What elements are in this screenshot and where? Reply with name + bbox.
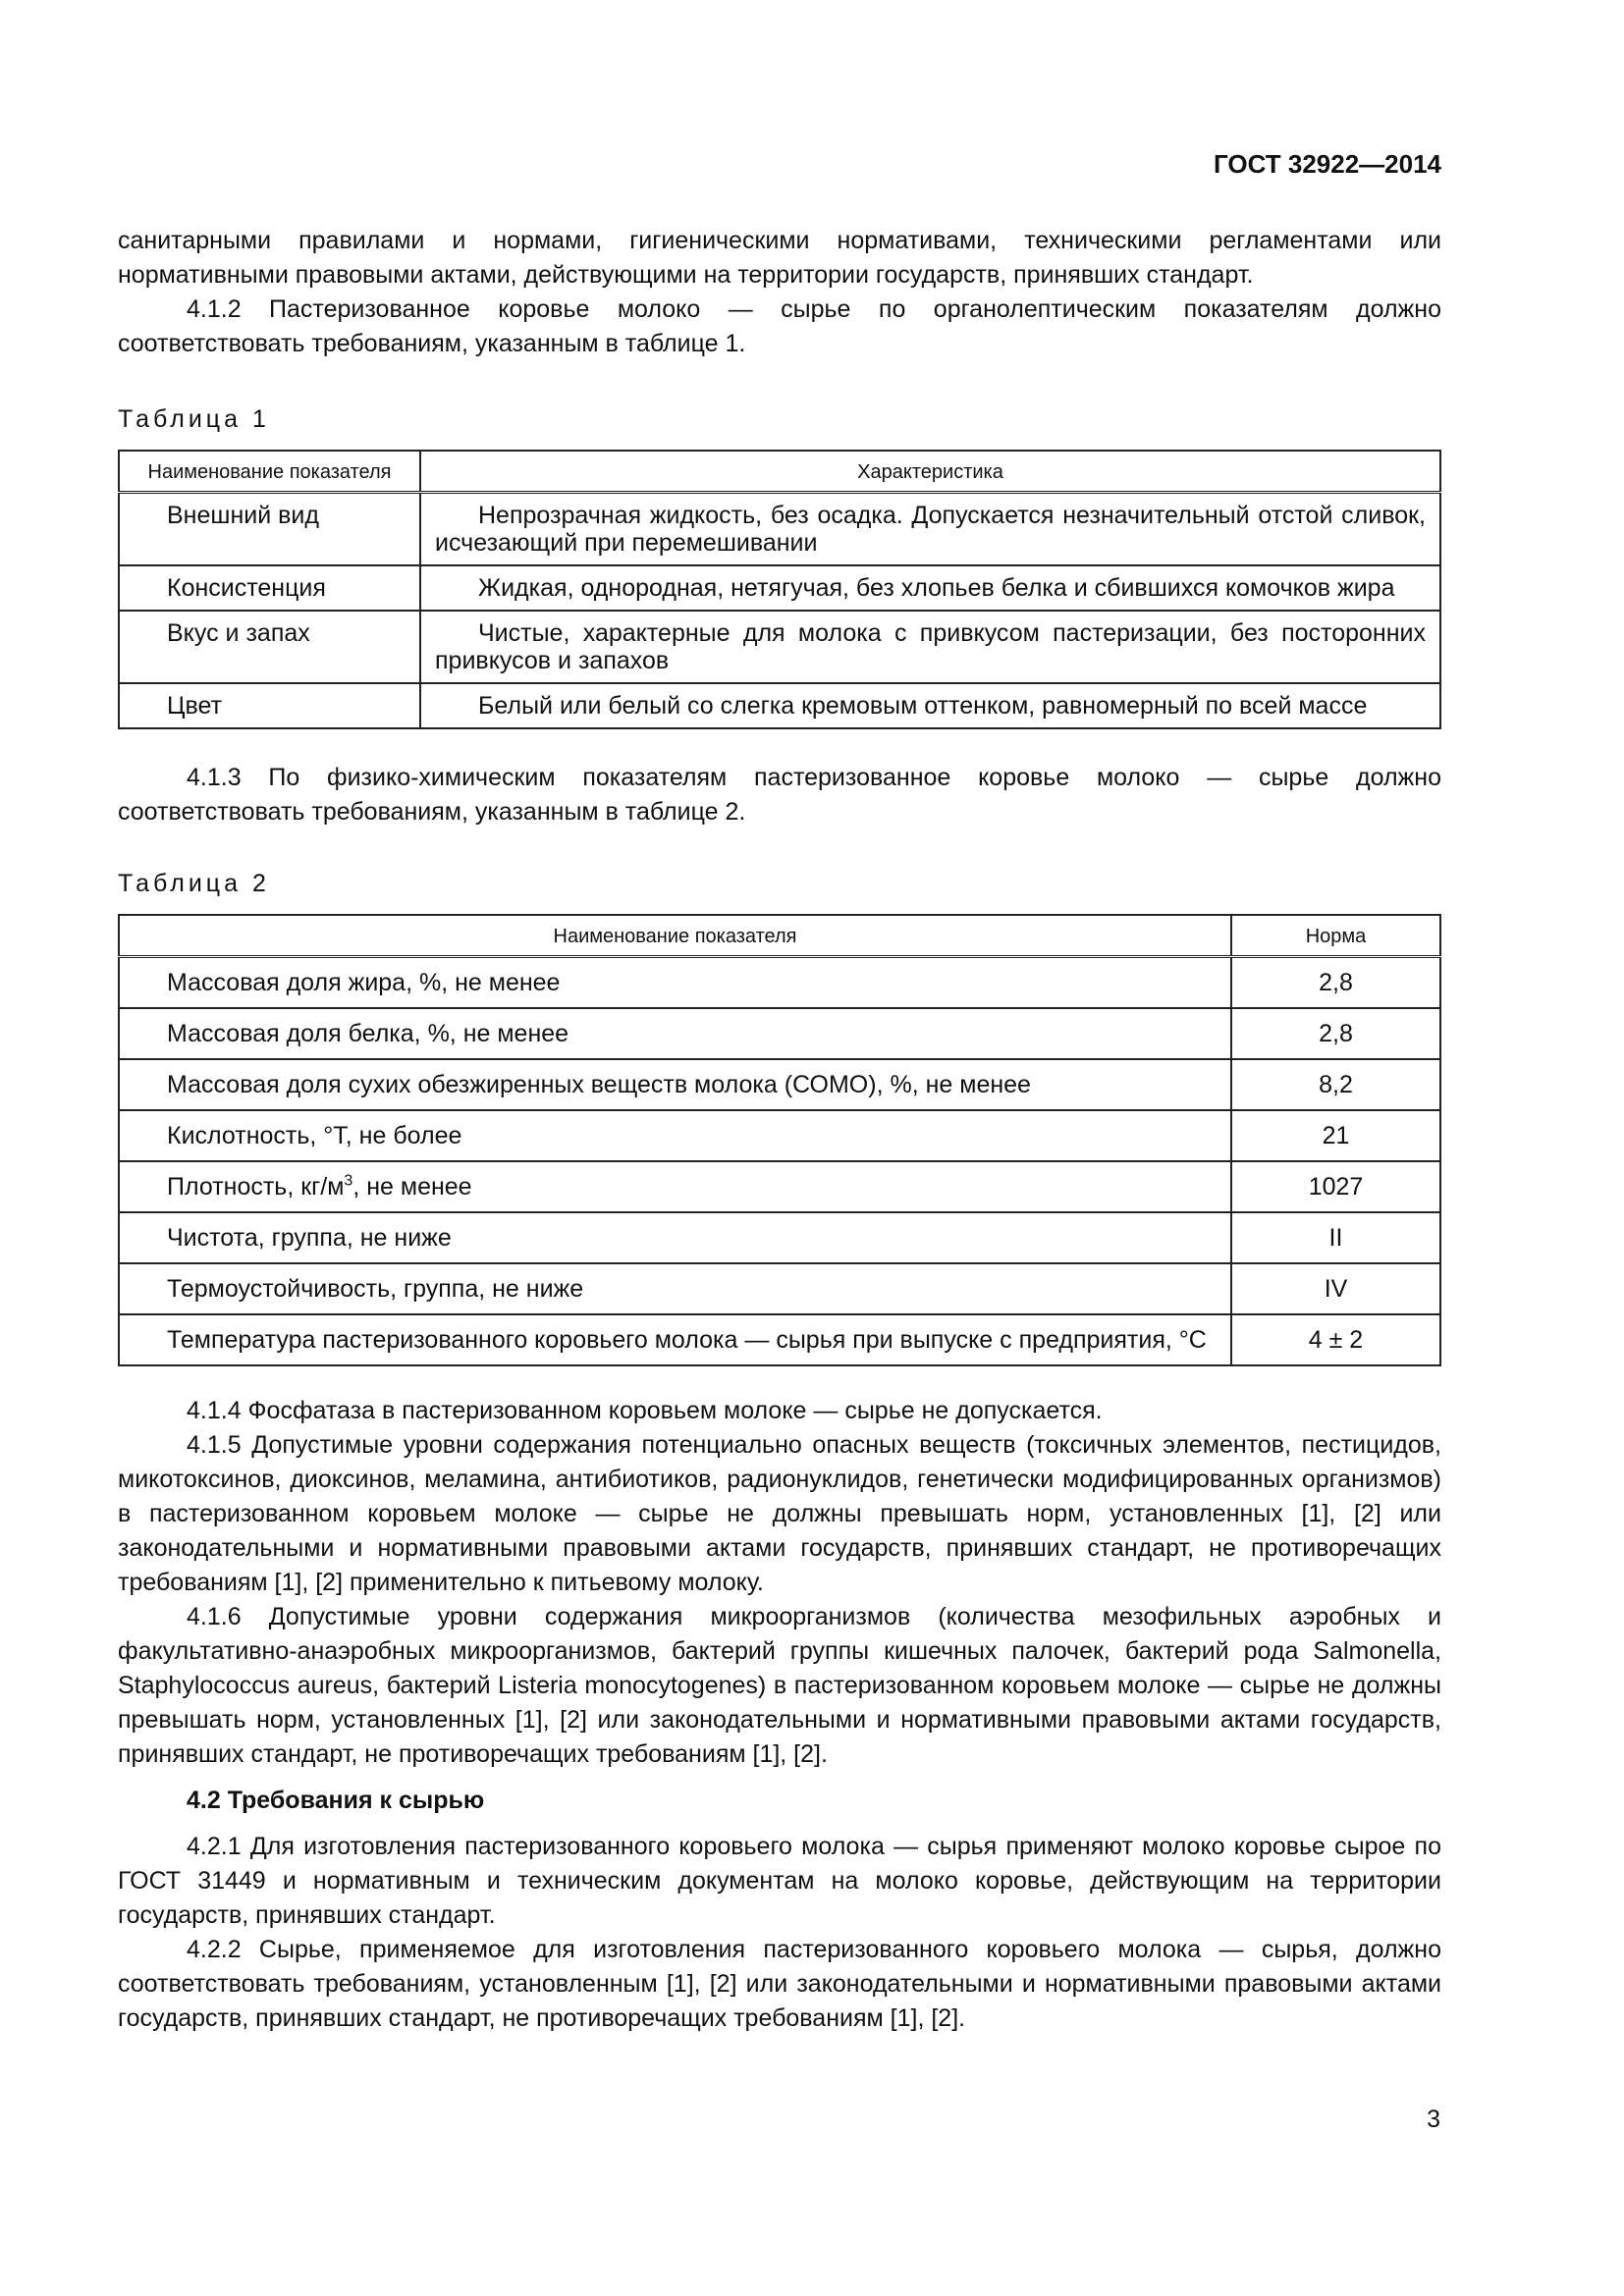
table-cell-value: 1027 — [1231, 1161, 1440, 1212]
table-cell-name: Термоустойчивость, группа, не ниже — [119, 1263, 1231, 1314]
table1-header-characteristic: Характеристика — [420, 451, 1440, 493]
table-row — [119, 493, 1440, 566]
paragraph-4-2-2: 4.2.2 Сырье, применяемое для изготовления пастеризованного коровьего молока — сырья, должно соответствовать требованиям, установленным [1], [2] или законодательными и нормативными правовыми актами государств, принявших стандарт, не противоречащих требованиям [1], [2]. — [118, 1936, 1441, 2032]
table-cell-value: Непрозрачная жидкость, без осадка. Допускается незначительный отстой сливок, исчезающий при перемешивании — [420, 493, 1440, 566]
paragraph-4-2-1: 4.2.1 Для изготовления пастеризованного коровьего молока — сырья применяют молоко коровье сырое по ГОСТ 31449 и нормативным и техническим документам на молоко коровье, действующим на территории государств, принявших стандарт. — [118, 1833, 1441, 1929]
table-row — [119, 683, 1440, 728]
table-cell-name: Внешний вид — [119, 493, 420, 566]
table-cell-name: Массовая доля белка, %, не менее — [119, 1008, 1231, 1059]
density-superscript: 3 — [344, 1172, 353, 1190]
table-organoleptic — [118, 450, 1441, 729]
table-cell-name: Цвет — [119, 683, 420, 728]
page-content — [118, 145, 1441, 2036]
paragraph-4-1-3: 4.1.3 По физико-химическим показателям пастеризованное коровье молоко — сырье должно соответствовать требованиям, указанным в таблице 2. — [118, 764, 1441, 826]
table-cell-name: Вкус и запах — [119, 611, 420, 683]
table-cell-value: 4 ± 2 — [1231, 1314, 1440, 1365]
table-row — [119, 1161, 1440, 1212]
table-cell-name — [119, 1161, 1231, 1212]
table-cell-value: 21 — [1231, 1110, 1440, 1161]
table-cell-name: Кислотность, °Т, не более — [119, 1110, 1231, 1161]
table-cell-value: Жидкая, однородная, нетягучая, без хлопьев белка и сбившихся комочков жира — [420, 565, 1440, 611]
table-cell-value: 2,8 — [1231, 1008, 1440, 1059]
table-cell-value: Белый или белый со слегка кремовым оттенком, равномерный по всей массе — [420, 683, 1440, 728]
table2-header-norm: Норма — [1231, 915, 1440, 957]
table-cell-value: II — [1231, 1212, 1440, 1263]
table-cell-name: Чистота, группа, не ниже — [119, 1212, 1231, 1263]
body-block — [118, 1394, 1441, 2036]
table-cell-value: IV — [1231, 1263, 1440, 1314]
table-row — [119, 1110, 1440, 1161]
paragraph-4-1-2: 4.1.2 Пастеризованное коровье молоко — сырье по органолептическим показателям должно соответствовать требованиям, указанным в таблице 1. — [118, 295, 1441, 357]
table-cell-name: Температура пастеризованного коровьего молока — сырья при выпуске с предприятия, °С — [119, 1314, 1231, 1365]
table-cell-name: Консистенция — [119, 565, 420, 611]
table-cell-value: 2,8 — [1231, 957, 1440, 1009]
document-header: ГОСТ 32922—2014 — [1214, 149, 1441, 179]
density-label-suffix: , не менее — [352, 1173, 472, 1201]
section-title-4-2: 4.2 Требования к сырью — [187, 1787, 485, 1814]
table1-caption: Таблица 1 — [118, 405, 270, 433]
table-cell-value: Чистые, характерные для молока с привкусом пастеризации, без посторонних привкусов и запахов — [420, 611, 1440, 683]
table-row — [119, 1263, 1440, 1314]
table-row — [119, 1212, 1440, 1263]
table-row — [119, 1059, 1440, 1110]
table-cell-name: Массовая доля жира, %, не менее — [119, 957, 1231, 1009]
paragraph-4-1-6: 4.1.6 Допустимые уровни содержания микроорганизмов (количества мезофильных аэробных и факультативно-анаэробных микроорганизмов, бактерий группы кишечных палочек, бактерий рода Salmonella, Staphylococcus aureus, бактерий Listeria monocytogenes) в пастеризованном коровьем молоке — сырье не должны превышать норм, установленных [1], [2] или законодательными и нормативными правовыми актами государств, принявших стандарт, не противоречащих требованиям [1], [2]. — [118, 1603, 1441, 1768]
page-number: 3 — [1427, 2106, 1440, 2133]
table-cell-value: 8,2 — [1231, 1059, 1440, 1110]
table-row — [119, 1008, 1440, 1059]
table2-caption: Таблица 2 — [118, 870, 270, 897]
paragraph-continuation: санитарными правилами и нормами, гигиеническими нормативами, техническими регламентами или нормативными правовыми актами, действующими на территории государств, принявших стандарт. — [118, 227, 1441, 289]
paragraph-4-1-5: 4.1.5 Допустимые уровни содержания потенциально опасных веществ (токсичных элементов, пестицидов, микотоксинов, диоксинов, меламина, антибиотиков, радионуклидов, генетически модифицированных организмов) в пастеризованном коровьем молоке — сырье не должны превышать норм, установленных [1], [2] или законодательными и нормативными правовыми актами государств, принявших стандарт, не противоречащих требованиям [1], [2] применительно к питьевому молоку. — [118, 1431, 1441, 1596]
table2-header-name: Наименование показателя — [119, 915, 1231, 957]
intro-block — [118, 224, 1441, 361]
table2-header-row — [119, 915, 1440, 957]
table1-header-row — [119, 451, 1440, 493]
table-row — [119, 1314, 1440, 1365]
table1-header-name: Наименование показателя — [119, 451, 420, 493]
table-physicochemical — [118, 914, 1441, 1366]
table-cell-name: Массовая доля сухих обезжиренных веществ молока (СОМО), %, не менее — [119, 1059, 1231, 1110]
paragraph-4-1-4: 4.1.4 Фосфатаза в пастеризованном коровьем молоке — сырье не допускается. — [187, 1397, 1103, 1424]
table-row — [119, 565, 1440, 611]
table-row — [119, 611, 1440, 683]
table-row — [119, 957, 1440, 1009]
density-label: Плотность, кг/м — [167, 1173, 345, 1201]
